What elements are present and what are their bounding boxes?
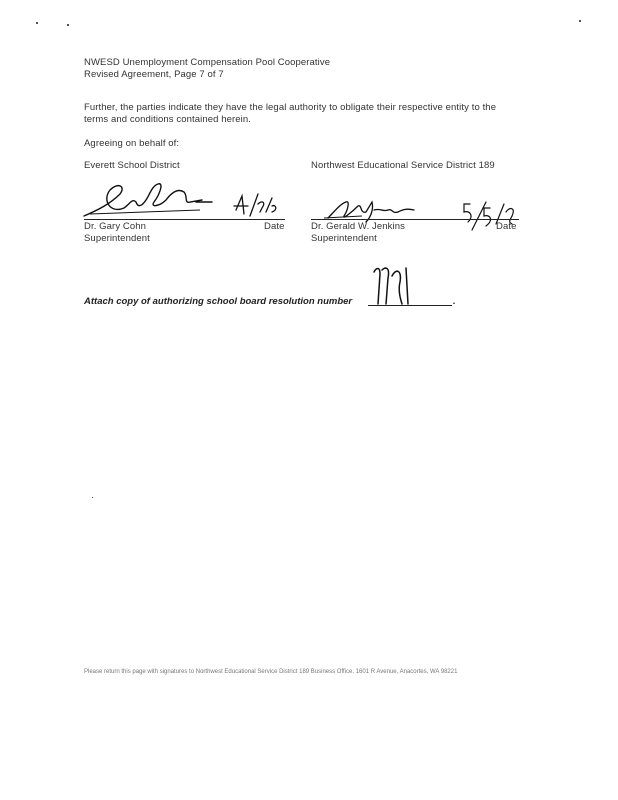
attach-trailing-period: . bbox=[453, 296, 456, 307]
scan-speck bbox=[67, 24, 69, 26]
right-signature-line bbox=[311, 219, 519, 220]
left-organization-name: Everett School District bbox=[84, 160, 180, 171]
scan-speck bbox=[92, 497, 93, 498]
right-signer-role: Superintendent bbox=[311, 233, 377, 244]
left-signer-name: Dr. Gary Cohn bbox=[84, 221, 147, 232]
attach-resolution-label: Attach copy of authorizing school board resolution number bbox=[84, 296, 353, 307]
authority-paragraph-line2: terms and conditions contained herein. bbox=[84, 114, 251, 125]
right-organization-name: Northwest Educational Service District 189 bbox=[311, 160, 495, 171]
left-date-label: Date bbox=[264, 221, 285, 232]
document-header-title: NWESD Unemployment Compensation Pool Cooperative bbox=[84, 57, 331, 68]
right-signer-name: Dr. Gerald W. Jenkins bbox=[311, 221, 405, 232]
left-signature-line bbox=[84, 219, 285, 220]
document-header-subtitle: Revised Agreement, Page 7 of 7 bbox=[84, 69, 224, 80]
handwritten-resolution-number bbox=[368, 264, 418, 306]
left-signature-image bbox=[80, 180, 230, 220]
scan-speck bbox=[36, 22, 38, 24]
right-date-label: Date bbox=[496, 221, 517, 232]
agreeing-on-behalf-label: Agreeing on behalf of: bbox=[84, 138, 180, 149]
left-signer-role: Superintendent bbox=[84, 233, 150, 244]
resolution-number-line bbox=[368, 305, 452, 306]
right-handwritten-date bbox=[460, 200, 530, 236]
footer-return-instructions: Please return this page with signatures to Northwest Educational Service District 189 Business Office, 1601 R Avenue, Anacortes, WA 98221 bbox=[84, 669, 458, 675]
scan-speck bbox=[579, 20, 581, 22]
left-handwritten-date bbox=[232, 192, 278, 222]
authority-paragraph-line1: Further, the parties indicate they have the legal authority to obligate their respective entity to the bbox=[84, 102, 497, 113]
